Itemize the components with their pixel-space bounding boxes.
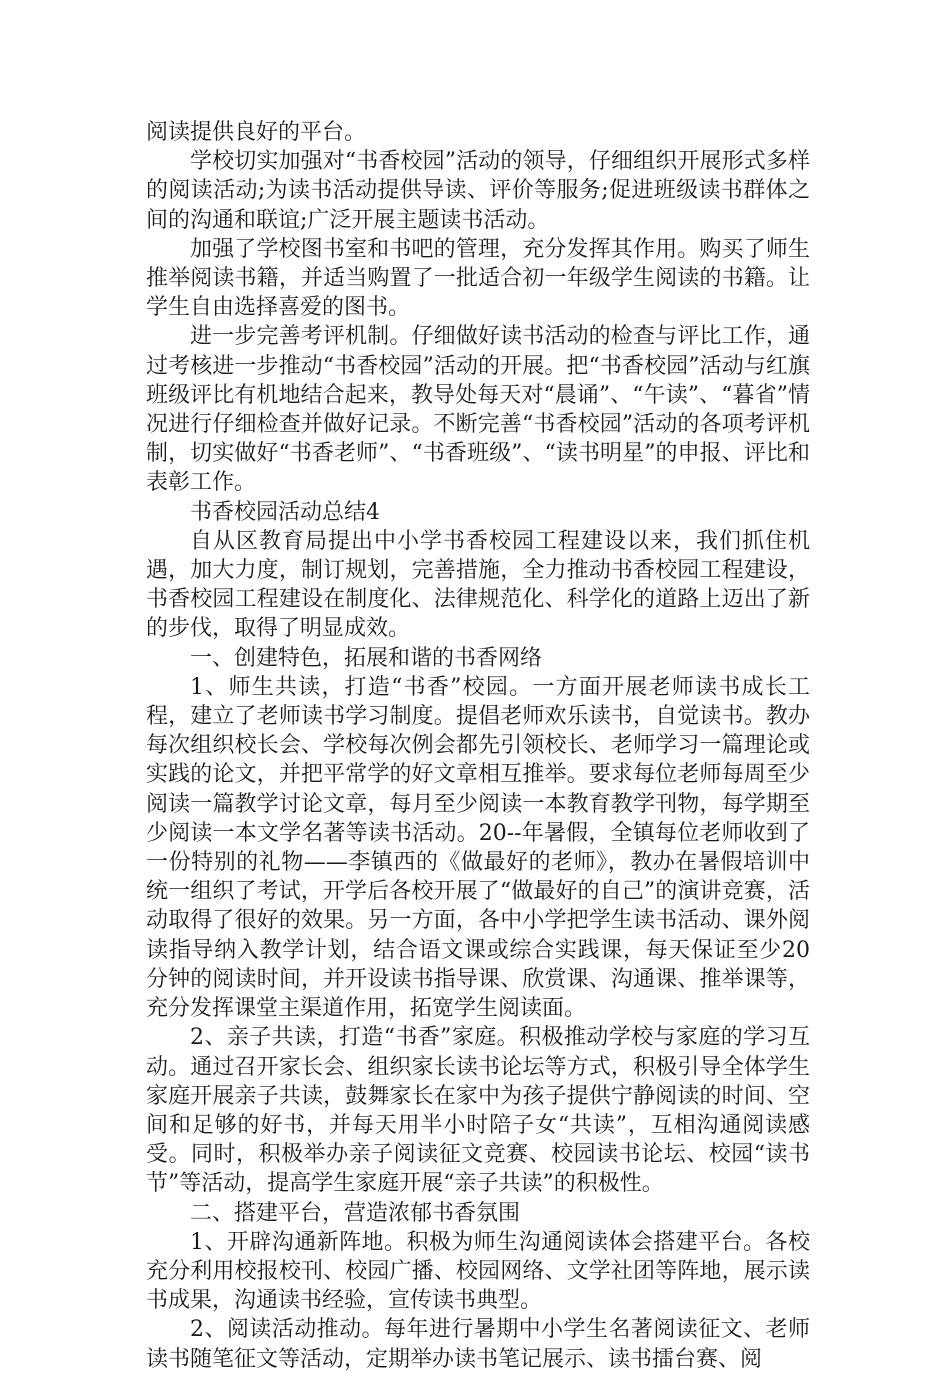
- paragraph: 自从区教育局提出中小学书香校园工程建设以来，我们抓住机遇，加大力度，制订规划，完善措施，全力推动书香校园工程建设，书香校园工程建设在制度化、法律规范化、科学化的道路上迈出了新的步伐，取得了明显成效。: [146, 528, 810, 642]
- paragraph: 2、阅读活动推动。每年进行暑期中小学生名著阅读征文、老师读书随笔征文等活动，定期举办读书笔记展示、读书擂台赛、阅: [146, 1317, 810, 1372]
- paragraph: 1、师生共读，打造“书香”校园。一方面开展老师读书成长工程，建立了老师读书学习制度。提倡老师欢乐读书，自觉读书。教办每次组织校长会、学校每次例会都先引领校长、老师学习一篇理论或实践的论文，并把平常学的好文章相互推举。要求每位老师每周至少阅读一篇教学讨论文章，每月至少阅读一本教育教学刊物，每学期至少阅读一本文学名著等读书活动。20--年暑假，全镇每位老师收到了一份特别的礼物——李镇西的《做最好的老师》，教办在暑假培训中统一组织了考试，开学后各校开展了“做最好的自己”的演讲竞赛，活动取得了很好的效果。另一方面，各中小学把学生读书活动、课外阅读指导纳入教学计划，结合语文课或综合实践课，每天保证至少20分钟的阅读时间，并开设读书指导课、欣赏课、沟通课、推举课等，充分发挥课堂主渠道作用，拓宽学生阅读面。: [146, 674, 810, 1022]
- paragraph: 2、亲子共读，打造“书香”家庭。积极推动学校与家庭的学习互动。通过召开家长会、组织家长读书论坛等方式，积极引导全体学生家庭开展亲子共读，鼓舞家长在家中为孩子提供宁静阅读的时间、空间和足够的好书，并每天用半小时陪子女“共读”，互相沟通阅读感受。同时，积极举办亲子阅读征文竞赛、校园读书论坛、校园“读书节”等活动，提高学生家庭开展“亲子共读”的积极性。: [146, 1025, 810, 1197]
- section-heading: 书香校园活动总结4: [190, 499, 380, 525]
- section-heading: 一、创建特色，拓展和谐的书香网络: [190, 645, 543, 671]
- paragraph: 进一步完善考评机制。仔细做好读书活动的检查与评比工作，通过考核进一步推动“书香校园”活动的开展。把“书香校园”活动与红旗班级评比有机地结合起来，教导处每天对“晨诵”、“午读”、“暮省”情况进行仔细检查并做好记录。不断完善“书香校园”活动的各项考评机制，切实做好“书香老师”、“书香班级”、“读书明星”的申报、评比和表彰工作。: [146, 324, 810, 496]
- document-body: [146, 118, 810, 1374]
- section-heading: 二、搭建平台，营造浓郁书香氛围: [190, 1200, 521, 1226]
- paragraph: 阅读提供良好的平台。: [146, 120, 367, 145]
- paragraph: 1、开辟沟通新阵地。积极为师生沟通阅读体会搭建平台。各校充分利用校报校刊、校园广播、校园网络、文学社团等阵地，展示读书成果，沟通读书经验，宣传读书典型。: [146, 1229, 810, 1314]
- paragraph: 学校切实加强对“书香校园”活动的领导，仔细组织开展形式多样的阅读活动;为读书活动提供导读、评价等服务;促进班级读书群体之间的沟通和联谊;广泛开展主题读书活动。: [146, 149, 810, 233]
- paragraph: 加强了学校图书室和书吧的管理，充分发挥其作用。购买了师生推举阅读书籍，并适当购置了一批适合初一年级学生阅读的书籍。让学生自由选择喜爱的图书。: [146, 236, 810, 321]
